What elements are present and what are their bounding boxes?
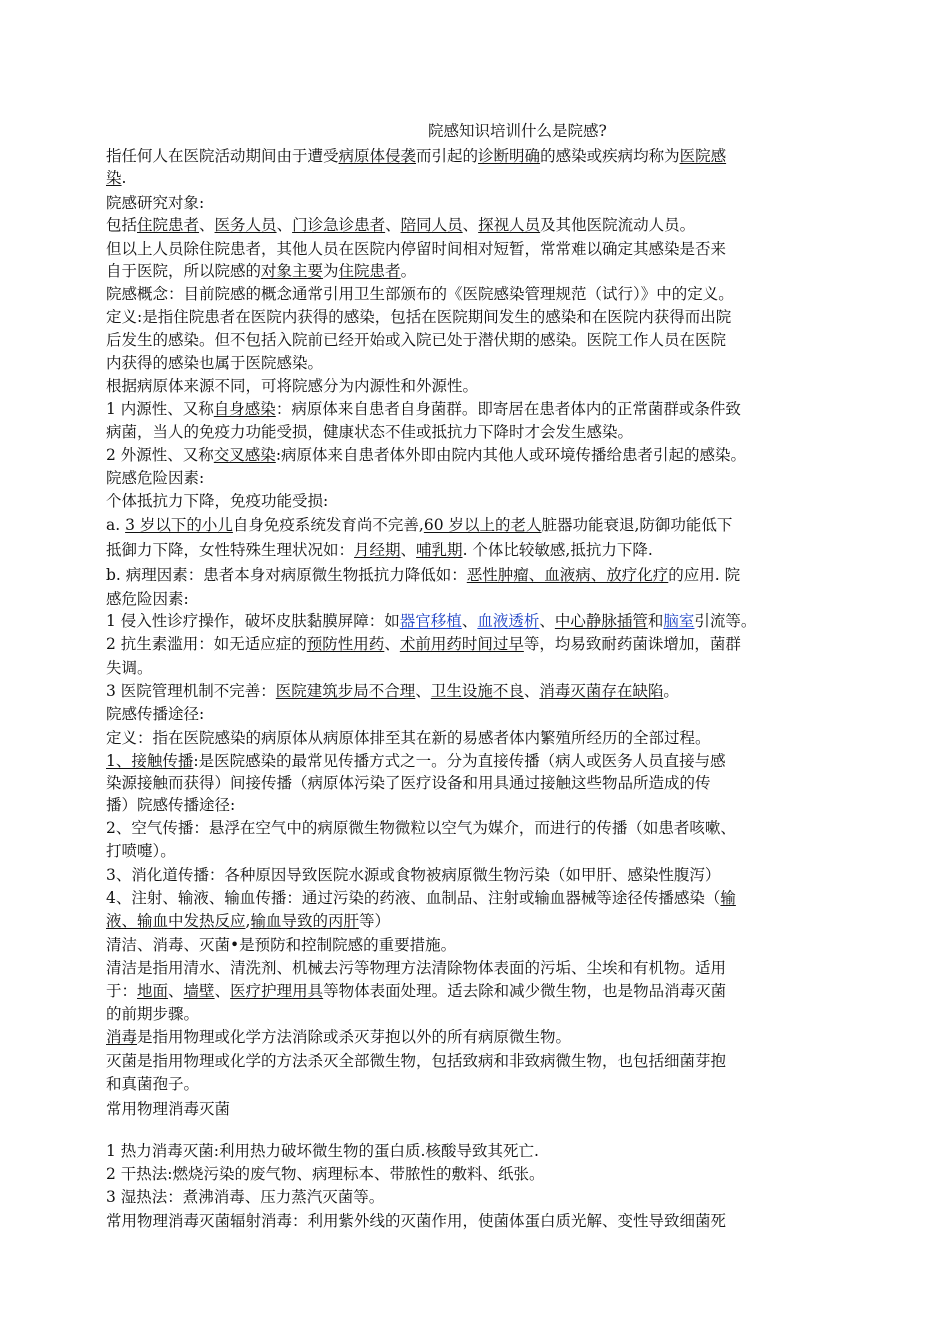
underlined-term: 恶性肿瘤、血液病、放疗化疗 (466, 566, 669, 584)
text-run: 院感研究对象: (106, 194, 205, 212)
text-run: 定义:是指住院患者在医院内获得的感染，包括在医院期间发生的感染和在医院内获得而出院 (106, 308, 732, 326)
underlined-term: 术前用药时间过早 (399, 635, 524, 653)
text-run: 等，均易致耐药菌诛增加，菌群 (523, 635, 741, 653)
text-run: 3 医院管理机制不完善： (106, 682, 276, 700)
underlined-term: 自身感染 (213, 400, 276, 418)
text-line (106, 192, 866, 214)
text-line (106, 1140, 866, 1162)
text-run: 脏器功能衰退,防御功能低下 (541, 516, 733, 534)
text-run: 4、注射、输液、输血传播：通过污染的药液、血制品、注射或输血器械等途径传播感染（ (106, 889, 721, 907)
text-run: 自于医院，所以院感的 (106, 262, 262, 280)
text-line (106, 238, 866, 260)
underlined-term: 1、接触传播 (106, 752, 194, 770)
underlined-term: 预防性用药 (306, 635, 385, 653)
text-run: 3 湿热法：煮沸消毒、压力蒸汽灭菌等。 (106, 1188, 385, 1206)
text-run: 1 热力消毒灭菌:利用热力破坏微生物的蛋白质.核酸导致其死亡. (106, 1142, 539, 1160)
underlined-term: 哺乳期 (416, 541, 463, 559)
text-run: 2 外源性、又称 (106, 446, 214, 464)
text-line (106, 680, 866, 702)
text-line (106, 980, 866, 1002)
text-run: 抵御力下降，女性特殊生理状况如： (106, 541, 355, 559)
text-run: 的应用. 院 (668, 566, 741, 584)
text-line (106, 306, 866, 328)
text-line (106, 1163, 866, 1185)
text-line (106, 957, 866, 979)
text-run: 失调。 (106, 659, 153, 677)
text-run: 和 (647, 612, 664, 630)
underlined-term: 消毒 (106, 1028, 138, 1046)
underlined-term: 门诊急诊患者 (292, 216, 386, 234)
text-run: 、 (539, 612, 555, 630)
text-run: 个体抵抗力下降，免疫功能受损: (106, 492, 329, 510)
text-run: , (245, 912, 251, 930)
text-run: 于： (106, 982, 138, 1000)
text-line (106, 260, 866, 282)
text-run: 等） (358, 912, 390, 930)
text-run: 自身免疫系统发育尚不完善, (232, 516, 424, 534)
text-line (106, 840, 866, 862)
text-line (106, 887, 866, 909)
text-line (106, 910, 866, 932)
underlined-term: 染 (106, 169, 122, 187)
text-run: 3、消化道传播：各种原因导致医院水源或食物被病原微生物污染（如甲肝、感染性腹泻） (106, 866, 721, 884)
text-run: 。 (663, 682, 679, 700)
text-run: b. 病理因素：患者本身对病原微生物抵抗力降低如： (106, 566, 467, 584)
underlined-term: 陪同人员 (400, 216, 463, 234)
underlined-term: 地面 (137, 982, 169, 1000)
text-run: :病原体来自患者体外即由院内其他人或环境传播给患者引起的感染。 (275, 446, 747, 464)
text-run: 清洁、消毒、灭菌•是预防和控制院感的重要措施。 (106, 936, 457, 954)
text-run: 内获得的感染也属于医院感染。 (106, 354, 324, 372)
text-run: 2 干热法:燃烧污染的废气物、病理标本、带脓性的敷料、纸张。 (106, 1165, 545, 1183)
underlined-term: 诊断明确 (478, 147, 541, 165)
underlined-term: 住院患者 (137, 216, 200, 234)
text-line (106, 375, 866, 397)
text-run: 院感概念：目前院感的概念通常引用卫生部颁布的《医院感染管理规范（试行）》中的定义。 (106, 285, 734, 303)
text-run: 、 (461, 612, 478, 630)
text-run: 而引起的 (416, 147, 479, 165)
text-run: 2、空气传播：悬浮在空气中的病原微生物微粒以空气为媒介，而进行的传播（如患者咳嗽、 (106, 819, 736, 837)
text-line (106, 817, 866, 839)
text-run: 感危险因素: (106, 590, 189, 608)
underlined-term: 病原体侵袭 (338, 147, 417, 165)
text-run: 2 抗生素滥用：如无适应症的 (106, 635, 307, 653)
text-run: 院感危险因素: (106, 469, 205, 487)
text-run: 的前期步骤。 (106, 1005, 200, 1023)
text-run: 、 (523, 682, 540, 700)
text-line (106, 467, 866, 489)
hyperlink[interactable]: 脑室 (663, 612, 695, 630)
text-run: 、 (385, 216, 401, 234)
text-line (106, 283, 866, 305)
text-run: 播）院感传播途径: (106, 796, 236, 814)
underlined-term: 医院建筑步局不合理 (275, 682, 416, 700)
text-run: 、 (384, 635, 400, 653)
text-run: 常用物理消毒灭菌辐射消毒：利用紫外线的灭菌作用，使菌体蛋白质光解、变性导致细菌死 (106, 1212, 727, 1230)
text-run: :是医院感染的最常见传播方式之一。分为直接传播（病人或医务人员直接与感 (193, 752, 726, 770)
text-line (106, 539, 866, 561)
text-run: 及其他医院流动人员。 (540, 216, 696, 234)
text-line (106, 145, 866, 167)
text-run: 、 (214, 982, 231, 1000)
text-run: 但以上人员除住院患者，其他人员在医院内停留时间相对短暂，常常难以确定其感染是否来 (106, 240, 727, 258)
text-line (106, 514, 866, 536)
text-line (106, 1210, 866, 1232)
underlined-term: 医疗护理用具 (230, 982, 324, 1000)
text-run: 和真菌孢子。 (106, 1075, 200, 1093)
text-line (106, 167, 866, 189)
text-run: 、 (462, 216, 479, 234)
underlined-term: 消毒灭菌存在缺陷 (539, 682, 664, 700)
text-run: 1 侵入性诊疗操作，破坏皮肤黏膜屏障：如 (106, 612, 400, 630)
text-line (106, 352, 866, 374)
text-run: . (121, 169, 127, 187)
text-run: 院感传播途径: (106, 705, 205, 723)
text-line (106, 772, 866, 794)
document-title: 院感知识培训什么是院感? (428, 122, 607, 140)
text-line (106, 1026, 866, 1048)
text-run: 病菌，当人的免疫力功能受损，健康状态不佳或抵抗力下降时才会发生感染。 (106, 423, 634, 441)
text-run: 。 (400, 262, 417, 280)
underlined-term: 探视人员 (478, 216, 541, 234)
text-run: 常用物理消毒灭菌 (106, 1100, 231, 1118)
underlined-term: 月经期 (354, 541, 401, 559)
text-run: 、 (168, 982, 184, 1000)
text-line (106, 214, 866, 236)
text-line (106, 564, 866, 586)
hyperlink[interactable]: 器官移植 (399, 612, 462, 630)
text-line (106, 633, 866, 655)
underlined-term: 交叉感染 (213, 446, 276, 464)
text-line (106, 727, 866, 749)
text-run: 指任何人在医院活动期间由于遭受 (106, 147, 339, 165)
text-line (106, 490, 866, 512)
text-run: 为 (323, 262, 339, 280)
text-line (106, 588, 866, 610)
underlined-term: 医务人员 (214, 216, 277, 234)
underlined-term: 3 岁以下的小儿 (125, 516, 233, 534)
text-run: 、 (415, 682, 431, 700)
text-line (106, 1098, 866, 1120)
text-line (106, 1073, 866, 1095)
text-run: 、 (400, 541, 417, 559)
text-run: 、 (199, 216, 215, 234)
underlined-term: 液、输血中发热反应 (106, 912, 246, 930)
text-run: 引流等。 (694, 612, 757, 630)
text-line (106, 703, 866, 725)
text-line (106, 1003, 866, 1025)
text-run: 打喷嚏）。 (106, 842, 176, 860)
text-run: a. (106, 516, 126, 534)
underlined-term: 医院感 (679, 147, 727, 165)
text-line (106, 1186, 866, 1208)
text-line (106, 444, 866, 466)
text-line (106, 610, 866, 632)
underlined-term: 输 (720, 889, 736, 907)
text-line (106, 794, 866, 816)
text-line (106, 750, 866, 772)
text-run: 清洁是指用清水、清洗剂、机械去污等物理方法清除物体表面的污垢、尘埃和有机物。适用 (106, 959, 727, 977)
text-run: 的感染或疾病均称为 (540, 147, 680, 165)
text-line (106, 657, 866, 679)
underlined-term: 60 岁以上的老人 (423, 516, 542, 534)
text-line (106, 934, 866, 956)
text-run: 1 内源性、又称 (106, 400, 214, 418)
underlined-term: 对象主要 (261, 262, 324, 280)
text-line (106, 398, 866, 420)
underlined-term: 中心静脉插管 (554, 612, 648, 630)
text-run: 灭菌是指用物理或化学的方法杀灭全部微生物，包括致病和非致病微生物，也包括细菌芽抱 (106, 1052, 727, 1070)
underlined-term: 卫生设施不良 (430, 682, 524, 700)
underlined-term: 输血导致的丙肝 (250, 912, 359, 930)
text-line (106, 1050, 866, 1072)
text-line (106, 329, 866, 351)
text-run: 等物体表面处理。适去除和减少微生物，也是物品消毒灭菌 (323, 982, 727, 1000)
text-line (106, 864, 866, 886)
text-run: . 个体比较敏感,抵抗力下降. (462, 541, 653, 559)
underlined-term: 住院患者 (338, 262, 401, 280)
underlined-term: 墙壁 (183, 982, 215, 1000)
text-run: 后发生的感染。但不包括入院前已经开始或入院已处于潜伏期的感染。医院工作人员在医院 (106, 331, 727, 349)
text-run: ：病原体来自患者自身菌群。即寄居在患者体内的正常菌群或条件致 (275, 400, 741, 418)
text-line (106, 421, 866, 443)
text-run: 是指用物理或化学方法消除或杀灭芽抱以外的所有病原微生物。 (137, 1028, 572, 1046)
text-run: 定义：指在医院感染的病原体从病原体排至其在新的易感者体内繁殖所经历的全部过程。 (106, 729, 711, 747)
text-run: 根据病原体来源不同，可将院感分为内源性和外源性。 (106, 377, 479, 395)
hyperlink[interactable]: 血液透析 (477, 612, 540, 630)
text-run: 包括 (106, 216, 138, 234)
text-run: 、 (276, 216, 293, 234)
text-run: 染源接触而获得）间接传播（病原体污染了医疗设备和用具通过接触这些物品所造成的传 (106, 774, 711, 792)
